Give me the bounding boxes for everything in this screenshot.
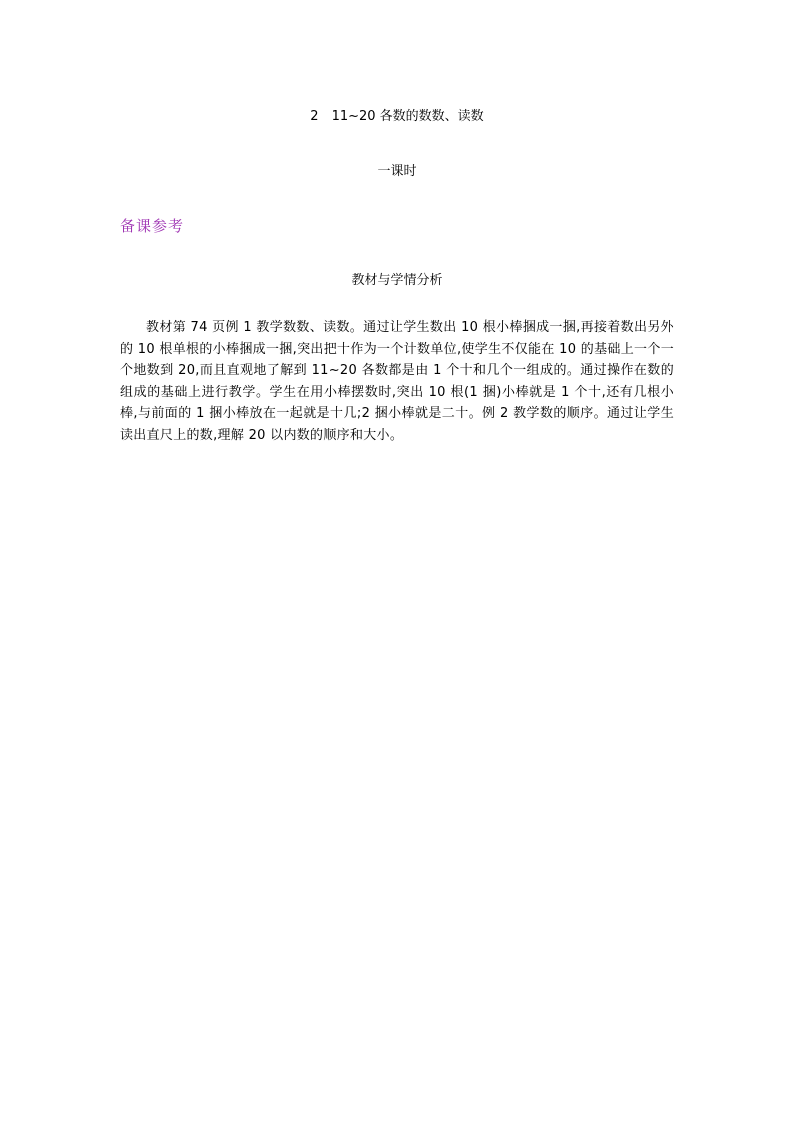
analysis-heading: 教材与学情分析: [351, 273, 443, 288]
analysis-paragraph: 教材第 74 页例 1 教学数数、读数。通过让学生数出 10 根小棒捆成一捆,再接着数出另外的 10 根单根的小棒捆成一捆,突出把十作为一个计数单位,使学生不仅能在 10 的基础上一个一个地数到 20,而且直观地了解到 11~20 各数都是由 1 个十和几个一组成的。通过操作在数的组成的基础上进行教学。学生在用小棒摆数时,突出 10 根(1 捆)小棒就是 1 个十,还有几根小棒,与前面的 1 捆小棒放在一起就是十几;2 捆小棒就是二十。例 2 教学数的顺序。通过让学生读出直尺上的数,理解 20 以内数的顺序和大小。: [120, 320, 674, 443]
lesson-period: 一课时: [377, 164, 417, 179]
section-label-lesson-prep: 备课参考: [120, 217, 185, 235]
lesson-title: 2 11~20 各数的数数、读数: [310, 109, 484, 124]
